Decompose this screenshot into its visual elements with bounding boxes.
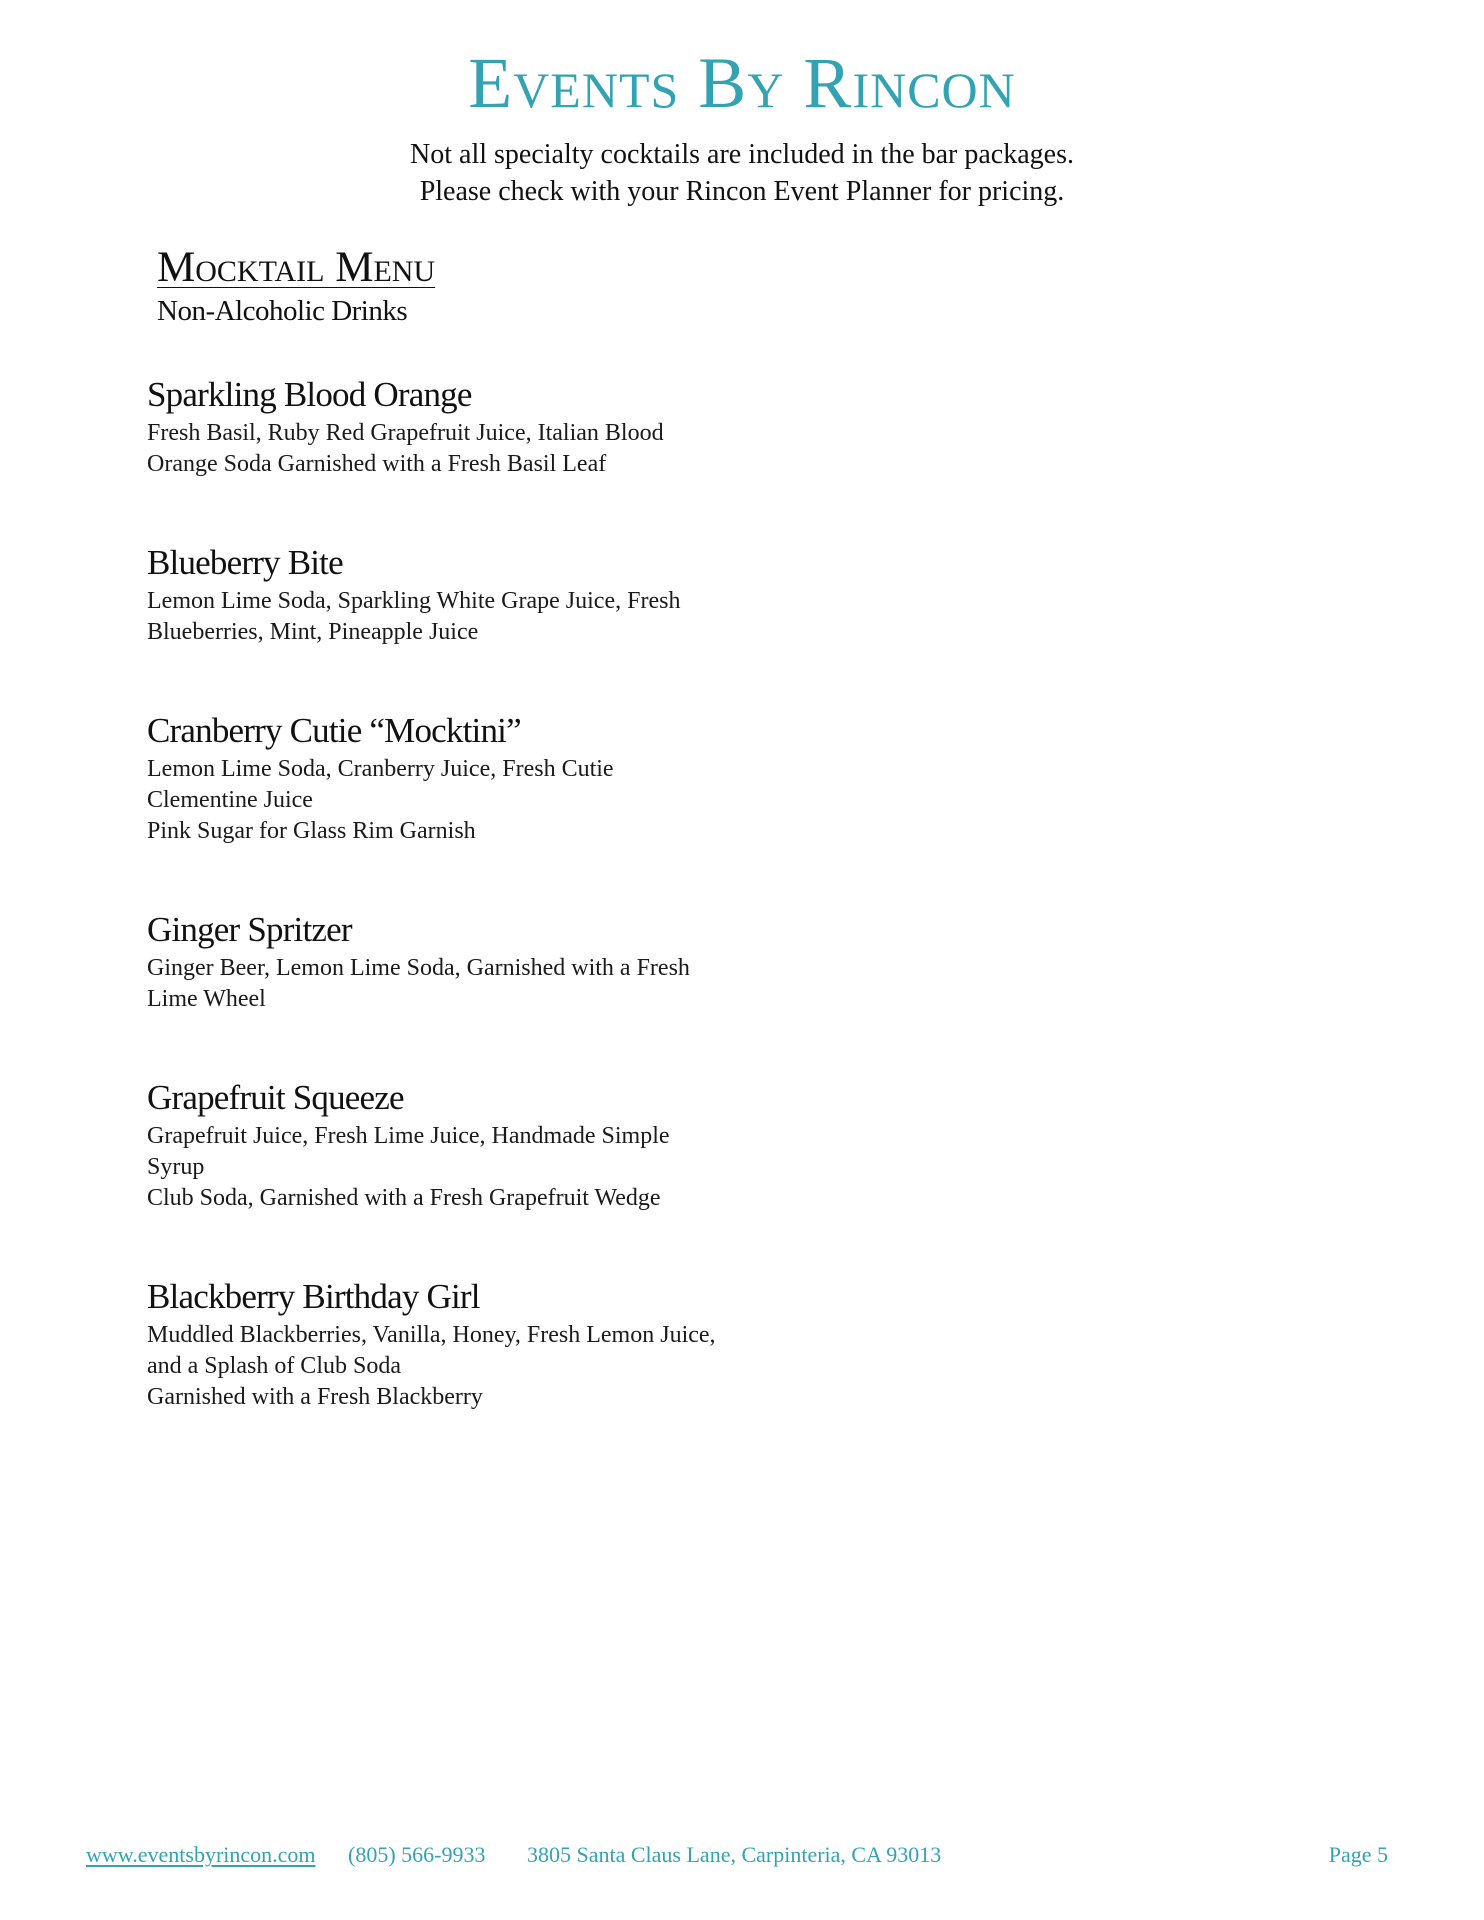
- drink-name: Blackberry Birthday Girl: [147, 1277, 480, 1316]
- drink-name: Grapefruit Squeeze: [147, 1078, 404, 1117]
- description-line: Fresh Basil, Ruby Red Grapefruit Juice, Italian Blood: [147, 420, 664, 446]
- drink-name: Sparkling Blood Orange: [147, 375, 472, 414]
- description-line: Garnished with a Fresh Blackberry: [147, 1384, 483, 1410]
- drink-description: [147, 586, 787, 648]
- drink-item: [147, 1077, 787, 1214]
- description-line: Clementine Juice: [147, 787, 313, 813]
- drink-item: [147, 909, 787, 1015]
- description-line: Muddled Blackberries, Vanilla, Honey, Fresh Lemon Juice,: [147, 1322, 716, 1348]
- description-line: Syrup: [147, 1154, 205, 1180]
- drink-name: Ginger Spritzer: [147, 910, 352, 949]
- notice-line: Not all specialty cocktails are included in the bar packages.: [410, 139, 1074, 170]
- website-link[interactable]: www.eventsbyrincon.com: [86, 1842, 316, 1867]
- drink-item: [147, 542, 787, 648]
- menu-subheading: Non-Alcoholic Drinks: [157, 295, 408, 327]
- description-line: Blueberries, Mint, Pineapple Juice: [147, 619, 479, 645]
- drink-description: [147, 1121, 787, 1214]
- description-line: Ginger Beer, Lemon Lime Soda, Garnished with a Fresh: [147, 955, 690, 981]
- drink-description: [147, 754, 787, 847]
- drink-description: [147, 1320, 787, 1413]
- description-line: Grapefruit Juice, Fresh Lime Juice, Handmade Simple: [147, 1123, 670, 1149]
- drink-item: [147, 710, 787, 847]
- drink-item: [147, 1276, 787, 1413]
- drink-item: [147, 374, 787, 480]
- address: 3805 Santa Claus Lane, Carpinteria, CA 93013: [527, 1842, 942, 1867]
- notice-line: Please check with your Rincon Event Planner for pricing.: [419, 176, 1065, 207]
- description-line: Club Soda, Garnished with a Fresh Grapefruit Wedge: [147, 1185, 661, 1211]
- description-line: and a Splash of Club Soda: [147, 1353, 401, 1379]
- menu-heading: Mocktail Menu: [157, 244, 436, 291]
- phone-number: (805) 566-9933: [348, 1842, 486, 1867]
- page-number: Page 5: [1328, 1842, 1388, 1867]
- description-line: Lemon Lime Soda, Cranberry Juice, Fresh Cutie: [147, 756, 614, 782]
- page-title: Events By Rincon: [468, 43, 1016, 123]
- drink-description: [147, 953, 787, 1015]
- drink-name: Blueberry Bite: [147, 543, 343, 582]
- description-line: Orange Soda Garnished with a Fresh Basil Leaf: [147, 451, 607, 477]
- drink-description: [147, 418, 787, 480]
- description-line: Pink Sugar for Glass Rim Garnish: [147, 818, 476, 844]
- pricing-notice: [0, 136, 1484, 210]
- description-line: Lemon Lime Soda, Sparkling White Grape Juice, Fresh: [147, 588, 681, 614]
- drink-name: Cranberry Cutie “Mocktini”: [147, 711, 521, 750]
- page-footer: [0, 1838, 1484, 1872]
- description-line: Lime Wheel: [147, 986, 266, 1012]
